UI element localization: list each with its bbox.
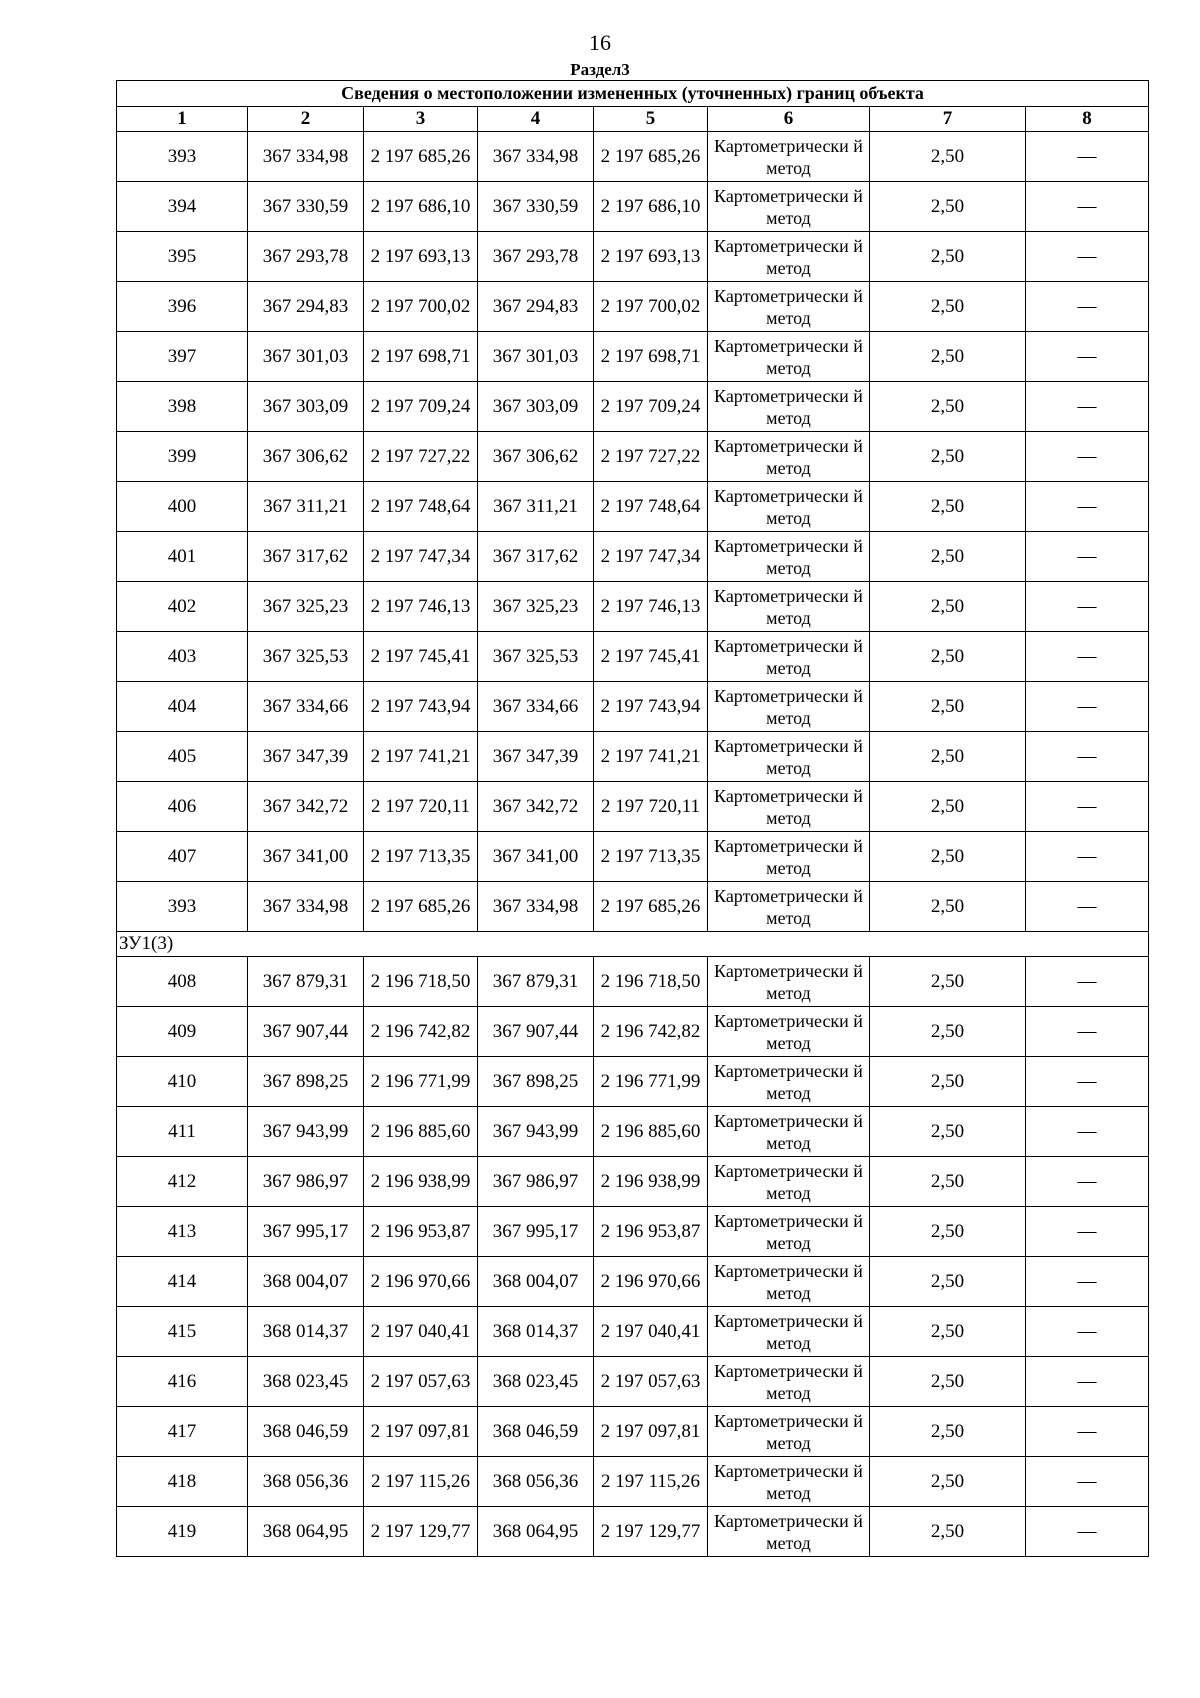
description-cell: —	[1026, 1407, 1149, 1457]
point-number-cell: 419	[117, 1507, 248, 1557]
description-cell: —	[1026, 832, 1149, 882]
y-existing-cell: 2 197 747,34	[364, 532, 478, 582]
table-row	[117, 882, 1149, 932]
x-existing-cell: 367 303,09	[248, 382, 364, 432]
accuracy-cell: 2,50	[870, 132, 1026, 182]
table-row	[117, 632, 1149, 682]
point-number-cell: 409	[117, 1007, 248, 1057]
x-refined-cell: 368 023,45	[478, 1357, 594, 1407]
point-number-cell: 393	[117, 882, 248, 932]
point-number-cell: 415	[117, 1307, 248, 1357]
y-refined-cell: 2 197 727,22	[594, 432, 708, 482]
x-existing-cell: 367 317,62	[248, 532, 364, 582]
accuracy-cell: 2,50	[870, 1307, 1026, 1357]
method-cell: Картометрически й метод	[708, 832, 870, 882]
description-cell: —	[1026, 782, 1149, 832]
x-refined-cell: 367 293,78	[478, 232, 594, 282]
point-number-cell: 404	[117, 682, 248, 732]
y-existing-cell: 2 197 698,71	[364, 332, 478, 382]
method-cell: Картометрически й метод	[708, 1407, 870, 1457]
description-cell: —	[1026, 682, 1149, 732]
table-row	[117, 382, 1149, 432]
accuracy-cell: 2,50	[870, 232, 1026, 282]
column-number: 8	[1026, 107, 1149, 132]
table-row	[117, 232, 1149, 282]
y-refined-cell: 2 197 698,71	[594, 332, 708, 382]
column-number-row	[117, 107, 1149, 132]
x-refined-cell: 368 014,37	[478, 1307, 594, 1357]
table-row	[117, 1307, 1149, 1357]
table-row	[117, 1507, 1149, 1557]
description-cell: —	[1026, 1257, 1149, 1307]
description-cell: —	[1026, 232, 1149, 282]
x-refined-cell: 368 046,59	[478, 1407, 594, 1457]
y-existing-cell: 2 197 709,24	[364, 382, 478, 432]
y-existing-cell: 2 197 057,63	[364, 1357, 478, 1407]
method-cell: Картометрически й метод	[708, 332, 870, 382]
method-cell: Картометрически й метод	[708, 1457, 870, 1507]
x-refined-cell: 367 347,39	[478, 732, 594, 782]
description-cell: —	[1026, 532, 1149, 582]
x-refined-cell: 367 301,03	[478, 332, 594, 382]
accuracy-cell: 2,50	[870, 432, 1026, 482]
point-number-cell: 393	[117, 132, 248, 182]
x-existing-cell: 367 898,25	[248, 1057, 364, 1107]
method-cell: Картометрически й метод	[708, 532, 870, 582]
table-row	[117, 682, 1149, 732]
x-existing-cell: 367 341,00	[248, 832, 364, 882]
table-row	[117, 1107, 1149, 1157]
point-number-cell: 401	[117, 532, 248, 582]
description-cell: —	[1026, 1107, 1149, 1157]
accuracy-cell: 2,50	[870, 482, 1026, 532]
x-refined-cell: 367 995,17	[478, 1207, 594, 1257]
method-cell: Картометрически й метод	[708, 1057, 870, 1107]
group-row	[117, 932, 1149, 957]
y-refined-cell: 2 197 129,77	[594, 1507, 708, 1557]
x-existing-cell: 368 004,07	[248, 1257, 364, 1307]
table-row	[117, 832, 1149, 882]
x-refined-cell: 367 879,31	[478, 957, 594, 1007]
point-number-cell: 395	[117, 232, 248, 282]
accuracy-cell: 2,50	[870, 582, 1026, 632]
table-row	[117, 1007, 1149, 1057]
y-existing-cell: 2 197 727,22	[364, 432, 478, 482]
description-cell: —	[1026, 182, 1149, 232]
accuracy-cell: 2,50	[870, 1007, 1026, 1057]
x-refined-cell: 368 064,95	[478, 1507, 594, 1557]
y-existing-cell: 2 196 953,87	[364, 1207, 478, 1257]
accuracy-cell: 2,50	[870, 1407, 1026, 1457]
table-caption: Сведения о местоположении измененных (уточненных) границ объекта	[117, 81, 1149, 107]
point-number-cell: 406	[117, 782, 248, 832]
description-cell: —	[1026, 1357, 1149, 1407]
accuracy-cell: 2,50	[870, 532, 1026, 582]
point-number-cell: 418	[117, 1457, 248, 1507]
x-refined-cell: 367 334,98	[478, 882, 594, 932]
accuracy-cell: 2,50	[870, 682, 1026, 732]
y-existing-cell: 2 197 741,21	[364, 732, 478, 782]
y-existing-cell: 2 197 040,41	[364, 1307, 478, 1357]
x-existing-cell: 367 306,62	[248, 432, 364, 482]
y-refined-cell: 2 196 718,50	[594, 957, 708, 1007]
method-cell: Картометрически й метод	[708, 582, 870, 632]
description-cell: —	[1026, 882, 1149, 932]
table-row	[117, 1357, 1149, 1407]
column-number: 5	[594, 107, 708, 132]
x-existing-cell: 368 046,59	[248, 1407, 364, 1457]
description-cell: —	[1026, 632, 1149, 682]
y-refined-cell: 2 197 686,10	[594, 182, 708, 232]
accuracy-cell: 2,50	[870, 1107, 1026, 1157]
y-existing-cell: 2 196 718,50	[364, 957, 478, 1007]
description-cell: —	[1026, 432, 1149, 482]
table-row	[117, 1057, 1149, 1107]
y-refined-cell: 2 196 742,82	[594, 1007, 708, 1057]
y-existing-cell: 2 197 685,26	[364, 132, 478, 182]
accuracy-cell: 2,50	[870, 1257, 1026, 1307]
y-refined-cell: 2 197 040,41	[594, 1307, 708, 1357]
y-refined-cell: 2 197 741,21	[594, 732, 708, 782]
method-cell: Картометрически й метод	[708, 1357, 870, 1407]
table-row	[117, 1457, 1149, 1507]
column-number: 2	[248, 107, 364, 132]
table-body	[117, 132, 1149, 1557]
point-number-cell: 399	[117, 432, 248, 482]
x-existing-cell: 367 907,44	[248, 1007, 364, 1057]
x-refined-cell: 367 334,66	[478, 682, 594, 732]
y-refined-cell: 2 196 771,99	[594, 1057, 708, 1107]
point-number-cell: 414	[117, 1257, 248, 1307]
table-row	[117, 482, 1149, 532]
y-refined-cell: 2 196 953,87	[594, 1207, 708, 1257]
description-cell: —	[1026, 1007, 1149, 1057]
method-cell: Картометрически й метод	[708, 957, 870, 1007]
accuracy-cell: 2,50	[870, 782, 1026, 832]
x-refined-cell: 367 325,23	[478, 582, 594, 632]
method-cell: Картометрически й метод	[708, 232, 870, 282]
x-refined-cell: 367 341,00	[478, 832, 594, 882]
description-cell: —	[1026, 1157, 1149, 1207]
y-refined-cell: 2 197 700,02	[594, 282, 708, 332]
column-number: 7	[870, 107, 1026, 132]
x-refined-cell: 367 342,72	[478, 782, 594, 832]
y-existing-cell: 2 197 748,64	[364, 482, 478, 532]
accuracy-cell: 2,50	[870, 1207, 1026, 1257]
point-number-cell: 411	[117, 1107, 248, 1157]
x-existing-cell: 367 334,66	[248, 682, 364, 732]
table-row	[117, 782, 1149, 832]
y-existing-cell: 2 196 938,99	[364, 1157, 478, 1207]
table-row	[117, 132, 1149, 182]
x-refined-cell: 368 056,36	[478, 1457, 594, 1507]
y-existing-cell: 2 196 742,82	[364, 1007, 478, 1057]
x-refined-cell: 367 303,09	[478, 382, 594, 432]
description-cell: —	[1026, 332, 1149, 382]
description-cell: —	[1026, 1457, 1149, 1507]
y-existing-cell: 2 196 885,60	[364, 1107, 478, 1157]
y-existing-cell: 2 197 693,13	[364, 232, 478, 282]
y-refined-cell: 2 197 115,26	[594, 1457, 708, 1507]
x-existing-cell: 368 064,95	[248, 1507, 364, 1557]
column-number: 3	[364, 107, 478, 132]
y-existing-cell: 2 197 746,13	[364, 582, 478, 632]
x-existing-cell: 367 294,83	[248, 282, 364, 332]
table-row	[117, 332, 1149, 382]
x-existing-cell: 367 301,03	[248, 332, 364, 382]
x-refined-cell: 367 317,62	[478, 532, 594, 582]
accuracy-cell: 2,50	[870, 1507, 1026, 1557]
x-refined-cell: 367 294,83	[478, 282, 594, 332]
point-number-cell: 416	[117, 1357, 248, 1407]
description-cell: —	[1026, 1207, 1149, 1257]
x-refined-cell: 367 943,99	[478, 1107, 594, 1157]
method-cell: Картометрически й метод	[708, 1307, 870, 1357]
x-existing-cell: 367 995,17	[248, 1207, 364, 1257]
x-existing-cell: 367 325,23	[248, 582, 364, 632]
method-cell: Картометрически й метод	[708, 732, 870, 782]
method-cell: Картометрически й метод	[708, 1107, 870, 1157]
point-number-cell: 398	[117, 382, 248, 432]
accuracy-cell: 2,50	[870, 1157, 1026, 1207]
point-number-cell: 413	[117, 1207, 248, 1257]
y-existing-cell: 2 197 720,11	[364, 782, 478, 832]
x-existing-cell: 367 311,21	[248, 482, 364, 532]
table-row	[117, 532, 1149, 582]
description-cell: —	[1026, 482, 1149, 532]
x-refined-cell: 367 325,53	[478, 632, 594, 682]
y-refined-cell: 2 197 685,26	[594, 132, 708, 182]
description-cell: —	[1026, 1307, 1149, 1357]
y-refined-cell: 2 196 885,60	[594, 1107, 708, 1157]
method-cell: Картометрически й метод	[708, 782, 870, 832]
y-refined-cell: 2 197 743,94	[594, 682, 708, 732]
y-existing-cell: 2 197 115,26	[364, 1457, 478, 1507]
point-number-cell: 397	[117, 332, 248, 382]
accuracy-cell: 2,50	[870, 332, 1026, 382]
point-number-cell: 410	[117, 1057, 248, 1107]
y-refined-cell: 2 197 720,11	[594, 782, 708, 832]
point-number-cell: 408	[117, 957, 248, 1007]
x-existing-cell: 368 023,45	[248, 1357, 364, 1407]
x-refined-cell: 367 330,59	[478, 182, 594, 232]
x-existing-cell: 367 293,78	[248, 232, 364, 282]
y-refined-cell: 2 197 685,26	[594, 882, 708, 932]
y-existing-cell: 2 197 745,41	[364, 632, 478, 682]
accuracy-cell: 2,50	[870, 832, 1026, 882]
table-row	[117, 432, 1149, 482]
coordinates-table	[116, 80, 1149, 1557]
x-refined-cell: 368 004,07	[478, 1257, 594, 1307]
y-existing-cell: 2 197 129,77	[364, 1507, 478, 1557]
table-row	[117, 957, 1149, 1007]
column-number: 4	[478, 107, 594, 132]
y-refined-cell: 2 196 970,66	[594, 1257, 708, 1307]
x-refined-cell: 367 311,21	[478, 482, 594, 532]
point-number-cell: 400	[117, 482, 248, 532]
accuracy-cell: 2,50	[870, 1357, 1026, 1407]
accuracy-cell: 2,50	[870, 1457, 1026, 1507]
x-existing-cell: 368 014,37	[248, 1307, 364, 1357]
description-cell: —	[1026, 957, 1149, 1007]
x-refined-cell: 367 334,98	[478, 132, 594, 182]
method-cell: Картометрически й метод	[708, 382, 870, 432]
x-refined-cell: 367 898,25	[478, 1057, 594, 1107]
y-existing-cell: 2 197 713,35	[364, 832, 478, 882]
x-existing-cell: 367 334,98	[248, 132, 364, 182]
table-row	[117, 1407, 1149, 1457]
table-row	[117, 582, 1149, 632]
y-refined-cell: 2 197 748,64	[594, 482, 708, 532]
point-number-cell: 405	[117, 732, 248, 782]
accuracy-cell: 2,50	[870, 957, 1026, 1007]
y-refined-cell: 2 197 745,41	[594, 632, 708, 682]
accuracy-cell: 2,50	[870, 632, 1026, 682]
column-number: 6	[708, 107, 870, 132]
y-refined-cell: 2 196 938,99	[594, 1157, 708, 1207]
point-number-cell: 396	[117, 282, 248, 332]
method-cell: Картометрически й метод	[708, 432, 870, 482]
method-cell: Картометрически й метод	[708, 1257, 870, 1307]
accuracy-cell: 2,50	[870, 882, 1026, 932]
y-refined-cell: 2 197 713,35	[594, 832, 708, 882]
x-existing-cell: 367 325,53	[248, 632, 364, 682]
method-cell: Картометрически й метод	[708, 282, 870, 332]
x-existing-cell: 367 879,31	[248, 957, 364, 1007]
accuracy-cell: 2,50	[870, 182, 1026, 232]
method-cell: Картометрически й метод	[708, 1007, 870, 1057]
y-refined-cell: 2 197 746,13	[594, 582, 708, 632]
description-cell: —	[1026, 732, 1149, 782]
x-refined-cell: 367 306,62	[478, 432, 594, 482]
accuracy-cell: 2,50	[870, 382, 1026, 432]
description-cell: —	[1026, 382, 1149, 432]
x-existing-cell: 367 334,98	[248, 882, 364, 932]
method-cell: Картометрически й метод	[708, 1157, 870, 1207]
y-existing-cell: 2 197 743,94	[364, 682, 478, 732]
description-cell: —	[1026, 282, 1149, 332]
method-cell: Картометрически й метод	[708, 682, 870, 732]
group-label: ЗУ1(3)	[117, 932, 1149, 957]
point-number-cell: 417	[117, 1407, 248, 1457]
method-cell: Картометрически й метод	[708, 182, 870, 232]
x-existing-cell: 367 986,97	[248, 1157, 364, 1207]
point-number-cell: 394	[117, 182, 248, 232]
point-number-cell: 412	[117, 1157, 248, 1207]
method-cell: Картометрически й метод	[708, 1507, 870, 1557]
description-cell: —	[1026, 582, 1149, 632]
point-number-cell: 403	[117, 632, 248, 682]
table-row	[117, 182, 1149, 232]
x-existing-cell: 367 330,59	[248, 182, 364, 232]
description-cell: —	[1026, 1507, 1149, 1557]
accuracy-cell: 2,50	[870, 1057, 1026, 1107]
x-refined-cell: 367 907,44	[478, 1007, 594, 1057]
table-row	[117, 1157, 1149, 1207]
point-number-cell: 402	[117, 582, 248, 632]
accuracy-cell: 2,50	[870, 732, 1026, 782]
method-cell: Картометрически й метод	[708, 632, 870, 682]
page-number: 16	[589, 30, 611, 55]
y-existing-cell: 2 197 097,81	[364, 1407, 478, 1457]
x-existing-cell: 368 056,36	[248, 1457, 364, 1507]
y-refined-cell: 2 197 097,81	[594, 1407, 708, 1457]
table-row	[117, 1207, 1149, 1257]
method-cell: Картометрически й метод	[708, 1207, 870, 1257]
accuracy-cell: 2,50	[870, 282, 1026, 332]
y-refined-cell: 2 197 709,24	[594, 382, 708, 432]
y-refined-cell: 2 197 693,13	[594, 232, 708, 282]
x-existing-cell: 367 347,39	[248, 732, 364, 782]
y-existing-cell: 2 197 685,26	[364, 882, 478, 932]
y-existing-cell: 2 197 686,10	[364, 182, 478, 232]
y-refined-cell: 2 197 057,63	[594, 1357, 708, 1407]
x-existing-cell: 367 943,99	[248, 1107, 364, 1157]
method-cell: Картометрически й метод	[708, 882, 870, 932]
point-number-cell: 407	[117, 832, 248, 882]
y-existing-cell: 2 196 771,99	[364, 1057, 478, 1107]
y-existing-cell: 2 197 700,02	[364, 282, 478, 332]
description-cell: —	[1026, 1057, 1149, 1107]
description-cell: —	[1026, 132, 1149, 182]
table-row	[117, 1257, 1149, 1307]
column-number: 1	[117, 107, 248, 132]
x-refined-cell: 367 986,97	[478, 1157, 594, 1207]
method-cell: Картометрически й метод	[708, 482, 870, 532]
y-existing-cell: 2 196 970,66	[364, 1257, 478, 1307]
x-existing-cell: 367 342,72	[248, 782, 364, 832]
section-title: Раздел3	[570, 60, 630, 79]
table-row	[117, 282, 1149, 332]
method-cell: Картометрически й метод	[708, 132, 870, 182]
table-row	[117, 732, 1149, 782]
y-refined-cell: 2 197 747,34	[594, 532, 708, 582]
